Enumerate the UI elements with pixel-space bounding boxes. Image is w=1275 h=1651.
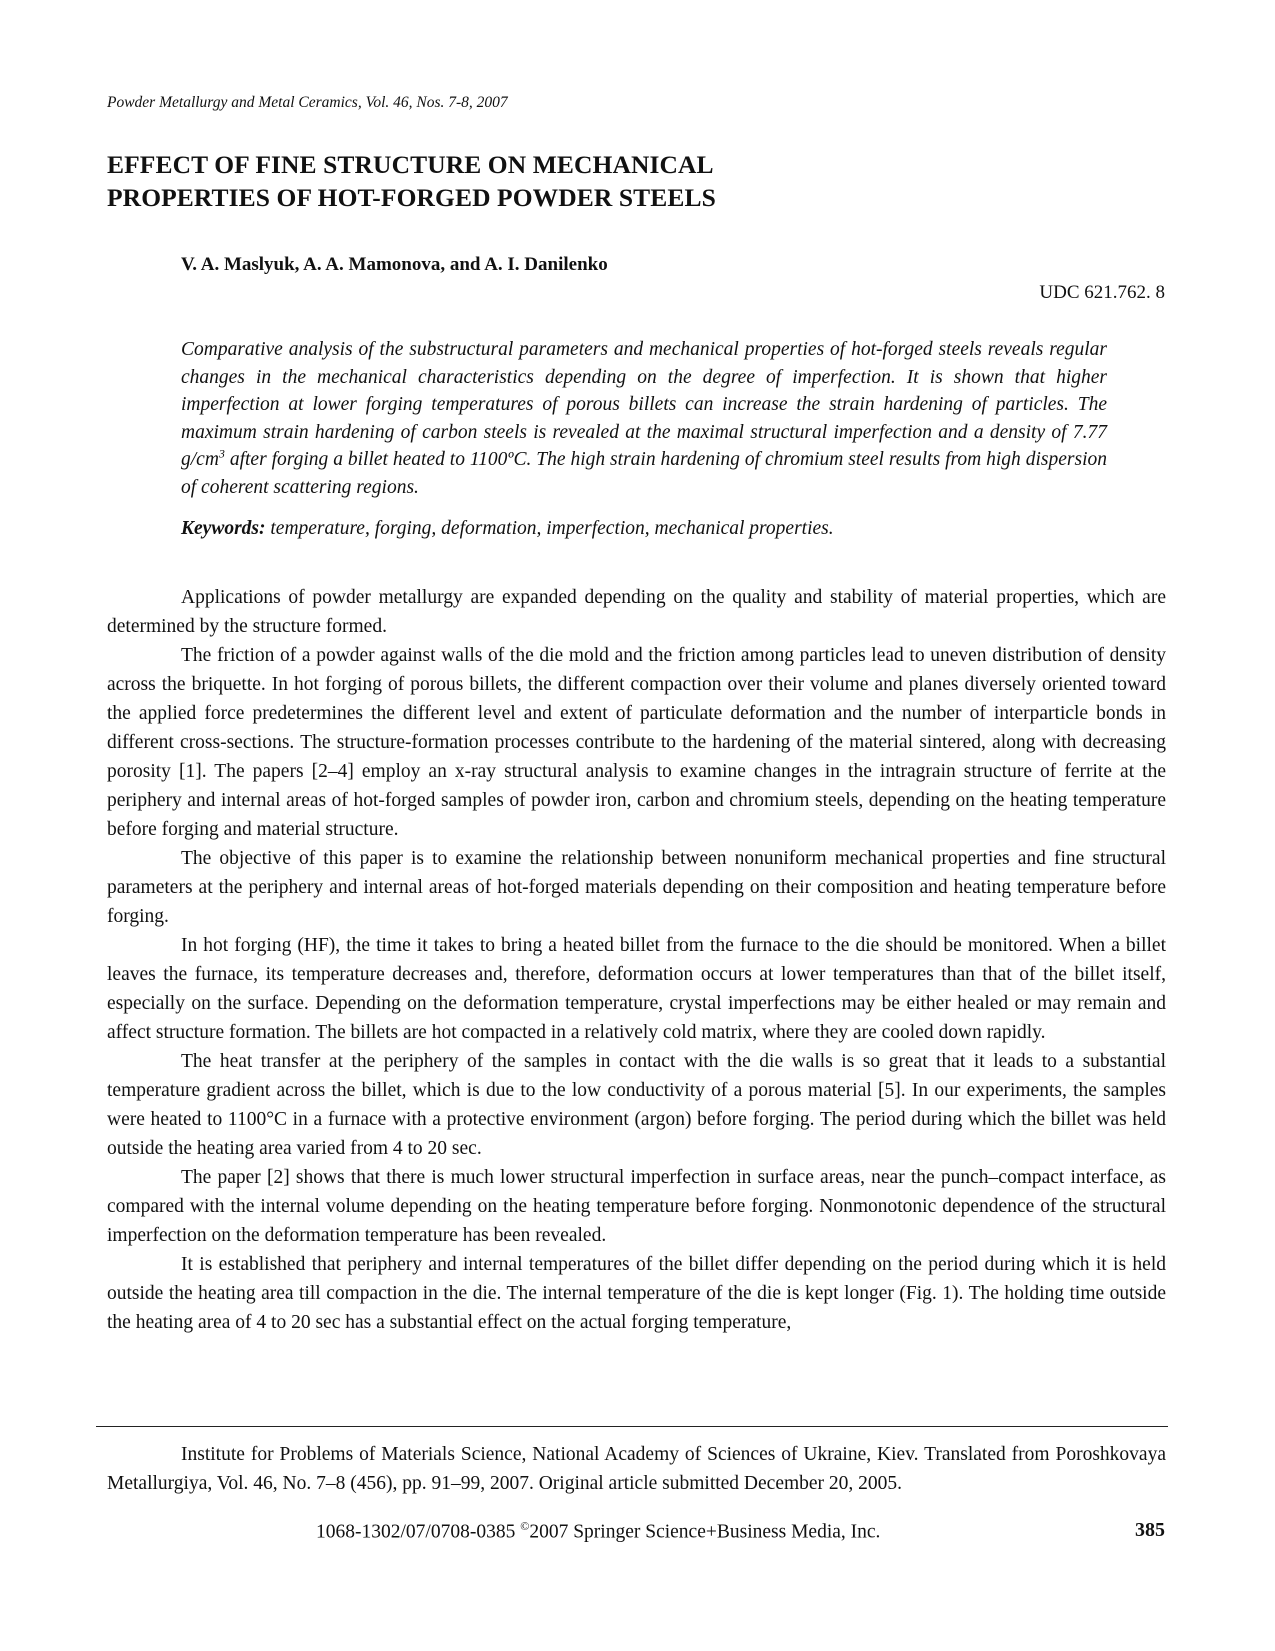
abstract-text-2: after forging a billet heated to 1100ºC. The high strain hardening of chromium steel results from high dispersion of coherent scattering regions. xyxy=(181,449,1107,498)
authors: V. A. Maslyuk, A. A. Mamonova, and A. I. Danilenko xyxy=(181,254,608,275)
body-paragraph: The friction of a powder against walls of the die mold and the friction among particles lead to uneven distribution of density across the briquette. In hot forging of porous billets, the different compaction over their volume and planes diversely oriented toward the applied force predetermines the different level and extent of particulate deformation and the number of interparticle bonds in different cross-sections. The structure-formation processes contribute to the hardening of the material sintered, along with decreasing porosity [1]. The papers [2–4] employ an x-ray structural analysis to examine changes in the intragrain structure of ferrite at the periphery and internal areas of hot-forged samples of powder iron, carbon and chromium steels, depending on the heating temperature before forging and material structure. xyxy=(107,645,1166,840)
affiliation-footnote: Institute for Problems of Materials Science, National Academy of Sciences of Ukraine, Kiev. Translated from Poroshkovaya Metallurgiya, Vol. 46, No. 7–8 (456), pp. 91–99, 2007. Original article submitted December 20, 2005. xyxy=(107,1444,1166,1494)
abstract-text-1: Comparative analysis of the substructural parameters and mechanical properties of hot-forged steels reveals regular changes in the mechanical characteristics depending on the degree of imperfection. It is shown that higher imperfection at lower forging temperatures of porous billets can increase the strain hardening of particles. The maximum strain hardening of carbon steels is revealed at the maximal structural imperfection and a density of 7.77 g/cm xyxy=(181,339,1107,471)
abstract-superscript: 3 xyxy=(218,446,225,461)
article-title xyxy=(107,148,1007,214)
issn-code: 1068-1302/07/0708-0385 xyxy=(316,1521,521,1543)
abstract xyxy=(181,336,1107,502)
udc-code: UDC 621.762. 8 xyxy=(1039,282,1165,303)
body-paragraph: The objective of this paper is to examine the relationship between nonuniform mechanical properties and fine structural parameters at the periphery and internal areas of hot-forged materials depending on their composition and heating temperature before forging. xyxy=(107,848,1166,927)
body-paragraph: The heat transfer at the periphery of the samples in contact with the die walls is so great that it leads to a substantial temperature gradient across the billet, which is due to the low conductivity of a porous material [5]. In our experiments, the samples were heated to 1100°C in a furnace with a protective environment (argon) before forging. The period during which the billet was held outside the heating area varied from 4 to 20 sec. xyxy=(107,1051,1166,1159)
journal-header: Powder Metallurgy and Metal Ceramics, Vol. 46, Nos. 7-8, 2007 xyxy=(107,94,508,111)
body-paragraph: The paper [2] shows that there is much lower structural imperfection in surface areas, near the punch–compact interface, as compared with the internal volume depending on the heating temperature before forging. Nonmonotonic dependence of the structural imperfection on the deformation temperature has been revealed. xyxy=(107,1167,1166,1246)
title-line-1: EFFECT OF FINE STRUCTURE ON MECHANICAL xyxy=(107,150,714,179)
body-paragraph: It is established that periphery and internal temperatures of the billet differ depending on the period during which it is held outside the heating area till compaction in the die. The internal temperature of the die is kept longer (Fig. 1). The holding time outside the heating area of 4 to 20 sec has a substantial effect on the actual forging temperature, xyxy=(107,1254,1166,1333)
keywords-label: Keywords: xyxy=(181,518,266,539)
keywords xyxy=(181,518,1107,540)
body-text xyxy=(107,583,1166,1337)
body-paragraph: Applications of powder metallurgy are expanded depending on the quality and stability of material properties, which are determined by the structure formed. xyxy=(107,587,1166,637)
publisher: 2007 Springer Science+Business Media, Inc. xyxy=(529,1521,881,1543)
footnote-divider xyxy=(96,1426,1168,1427)
imprint-line xyxy=(316,1519,880,1544)
body-paragraph: In hot forging (HF), the time it takes to bring a heated billet from the furnace to the die should be monitored. When a billet leaves the furnace, its temperature decreases and, therefore, deformation occurs at lower temperatures than that of the billet itself, especially on the surface. Depending on the deformation temperature, crystal imperfections may be either healed or may remain and affect structure formation. The billets are hot compacted in a relatively cold matrix, where they are cooled down rapidly. xyxy=(107,935,1166,1043)
keywords-text: temperature, forging, deformation, imperfection, mechanical properties. xyxy=(265,518,834,539)
page-number: 385 xyxy=(1135,1519,1165,1541)
copyright-symbol: © xyxy=(520,1519,530,1533)
title-line-2: PROPERTIES OF HOT-FORGED POWDER STEELS xyxy=(107,183,716,212)
